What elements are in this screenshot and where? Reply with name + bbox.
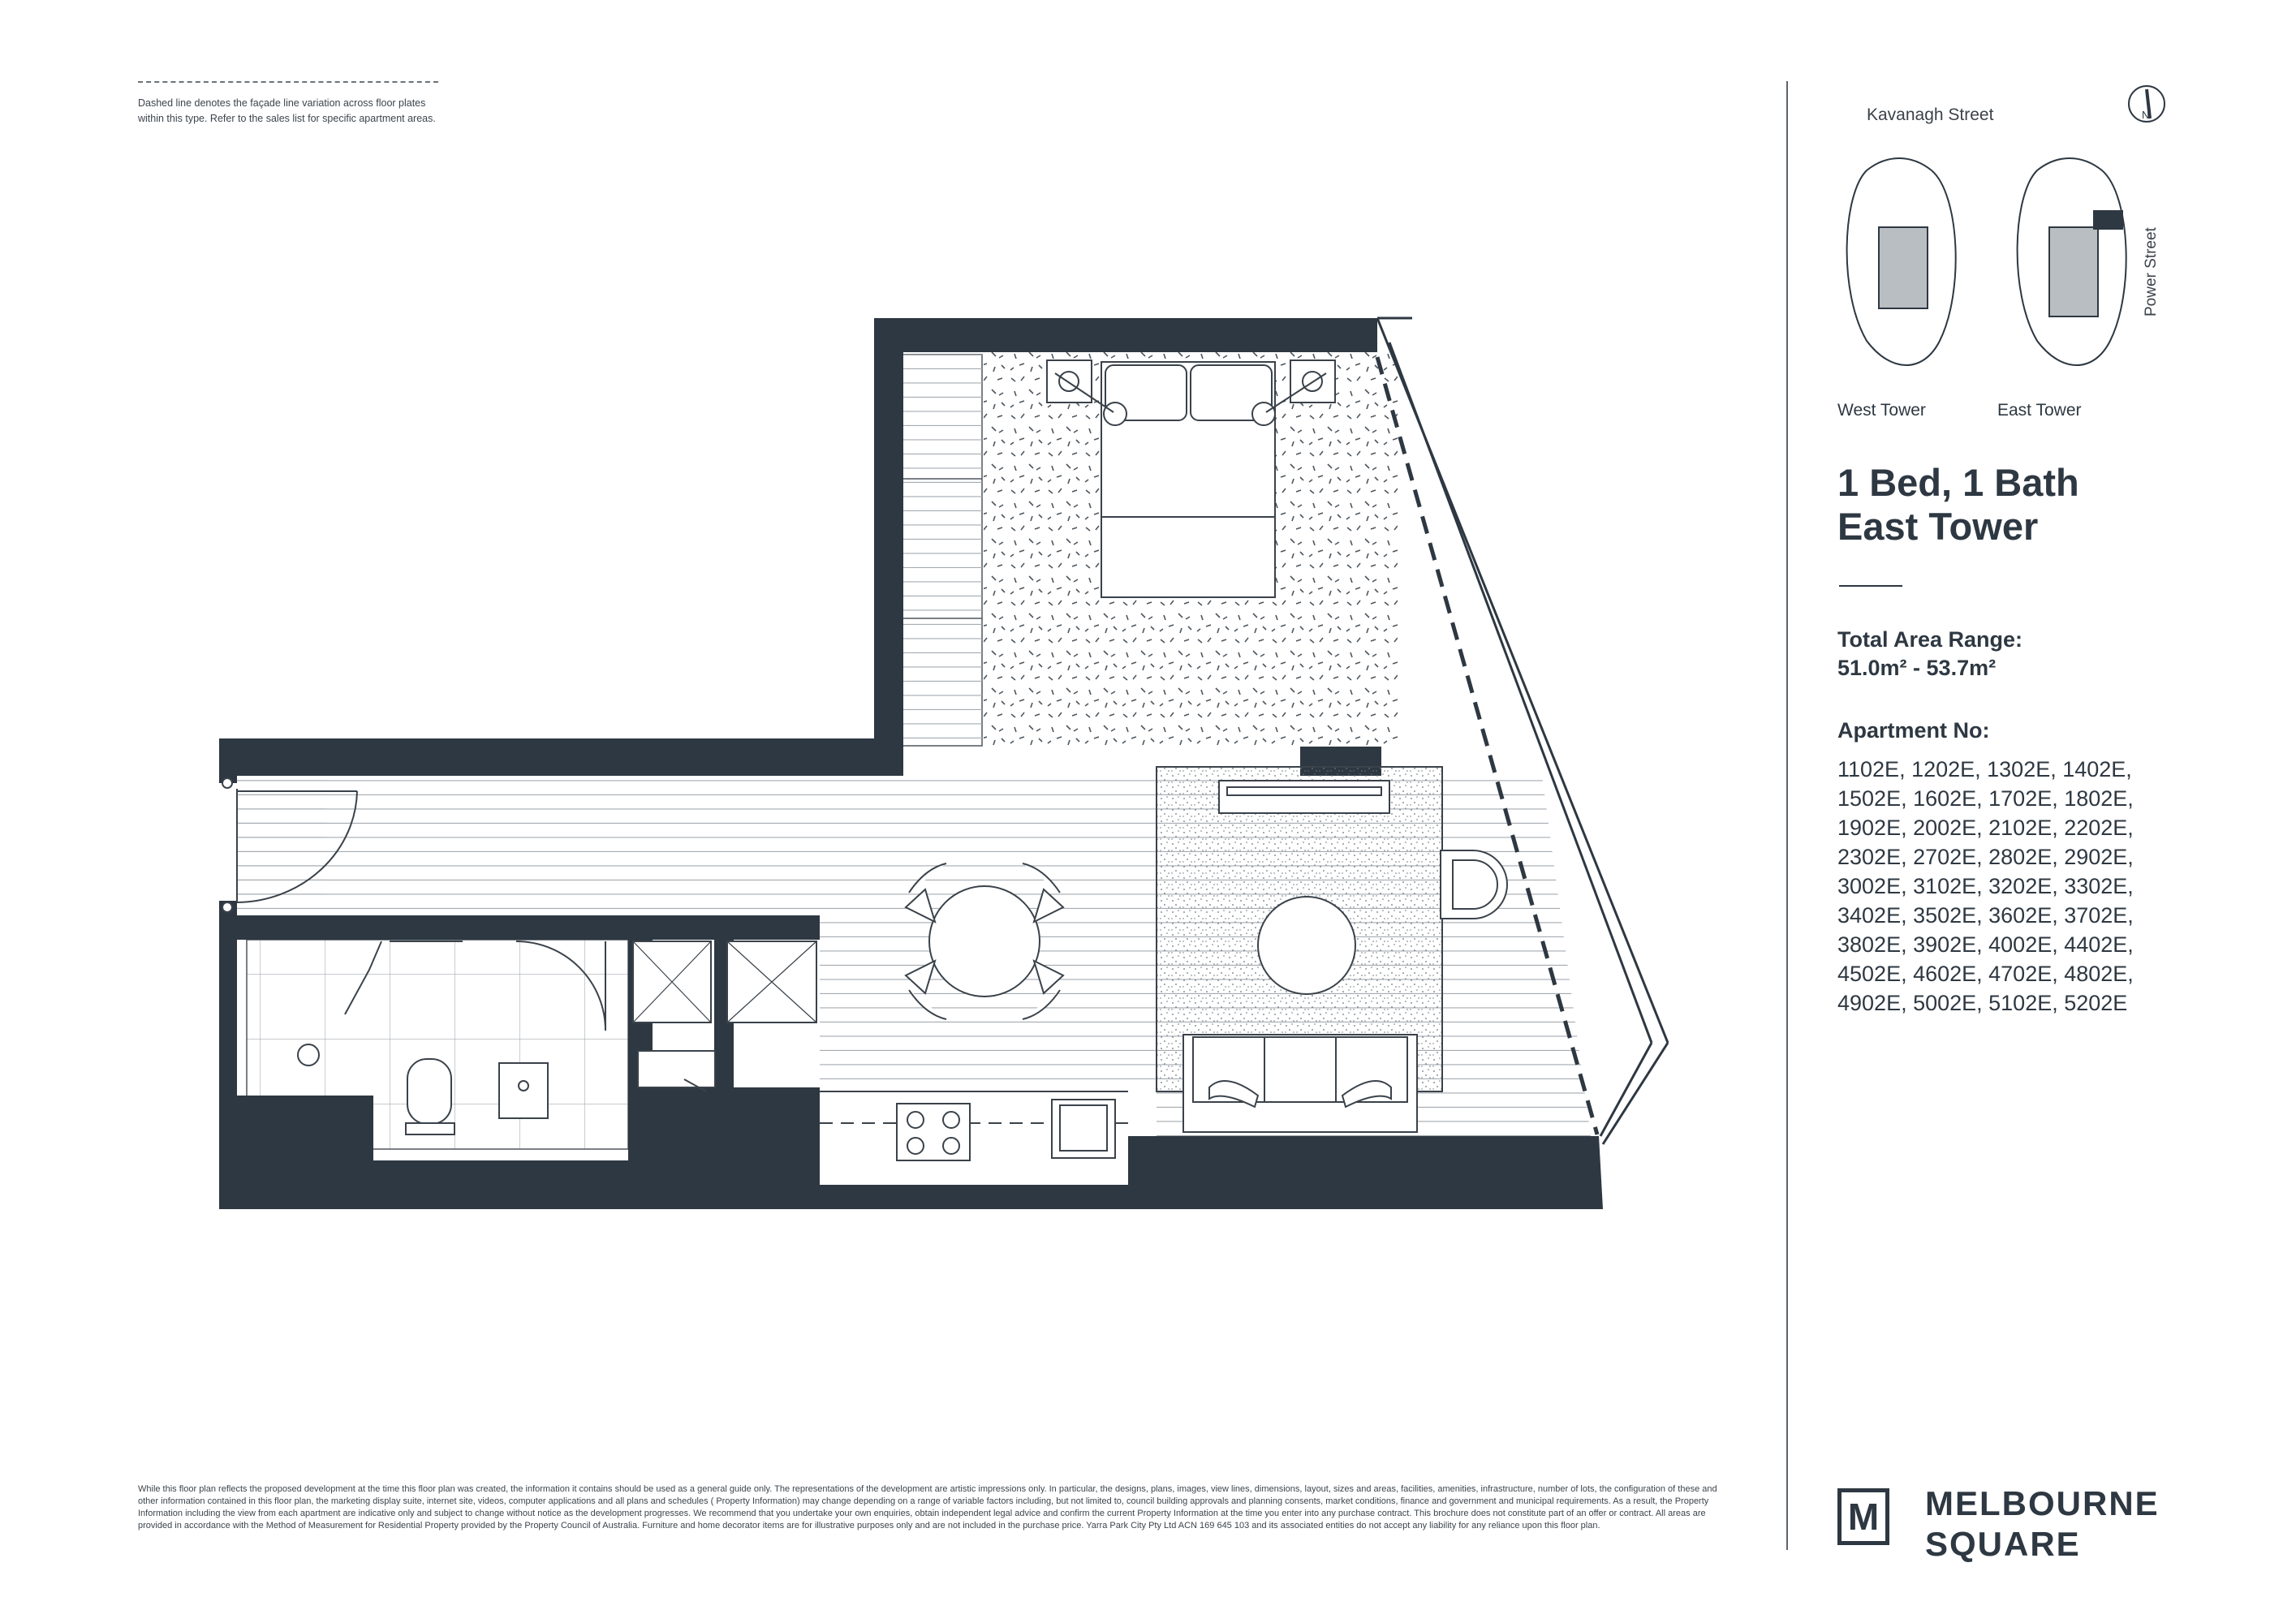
apartment-numbers: 1102E, 1202E, 1302E, 1402E, 1502E, 1602E, 1702E, 1802E, 1902E, 2002E, 2102E, 2202E, 2302E, 2702E, 2802E, 2902E, 3002E, 3102E, 3202E, 3302E, 3402E, 3502E, 3602E, 3702E, 3802E, 3902E, 4002E, 4402E, 4502E, 4602E, 4702E, 4802E, 4902E, 5002E, 5102E, 5202E <box>1837 757 2134 1015</box>
street-label-kavanagh: Kavanagh Street <box>1867 105 1994 124</box>
disclaimer: While this floor plan reflects the proposed development at the time this floor plan was created, the information it contains should be used as a general guide only. The representations of the development are artistic impressions only. In particular, the designs, plans, images, view lines, dimensions, layout, sizes and areas, facilities, amenities, infrastructure, number of lots, the configuration of these and other information contained in this floor plan, the marketing display suite, internet site, videos, computer applications and all plans and schedules ( Property Information) may change depending on a range of variable factors including, but not limited to, council building approvals and planning consents, market conditions, finance and government and municipal requirements. As a result, the Property Information including the view from each apartment are indicative only and subject to change without notice as the development progresses. We recommend that you undertake your own enquiries, obtain independent legal advice and confirm the current Property Information at the time you enter into any purchase contract. This brochure does not constitute part of an offer or contract. All areas are provided in accordance with the Method of Measurement for Residential Property provided by the Property Council of Australia. Furniture and home decorator items are for illustrative purposes only and are not included in the purchase price. Yarra Park City Pty Ltd ACN 169 645 103 and its associated entities do not accept any liability for any reliance upon this floor plan. <box>138 1484 1717 1530</box>
wardrobe <box>902 355 982 746</box>
facade-note: Dashed line denotes the façade line variation across floor plates within this type. Refer to the sales list for specific apartment areas. <box>138 97 436 124</box>
key-plan <box>1818 81 2175 406</box>
coffee-table <box>1258 897 1355 994</box>
area-label: Total Area Range: <box>1837 627 2023 652</box>
tv-unit <box>1219 781 1389 813</box>
area-value: 51.0m² - 53.7m² <box>1837 656 1997 680</box>
unit-title-line1: 1 Bed, 1 Bath <box>1837 461 2079 504</box>
logo-mark: M <box>1837 1488 1889 1545</box>
entry-floor <box>237 776 326 906</box>
unit-title-line2: East Tower <box>1837 505 2039 548</box>
west-tower-outline <box>1847 158 1956 365</box>
armchair <box>1441 850 1507 919</box>
north-label: N <box>2142 109 2150 121</box>
west-tower-label: West Tower <box>1837 401 1926 420</box>
unit-title <box>1837 461 2079 549</box>
apartment-label: Apartment No: <box>1837 718 1990 743</box>
street-label-power: Power Street <box>2143 227 2160 316</box>
title-rule <box>1839 585 1902 587</box>
east-tower-label: East Tower <box>1997 401 2082 420</box>
sofa <box>1183 1035 1417 1132</box>
panel-divider <box>1786 81 1788 1550</box>
logo-wordmark <box>1925 1483 2160 1565</box>
east-tower-outline <box>2018 158 2126 365</box>
logo-line2: SQUARE <box>1925 1525 2081 1563</box>
logo-line1: MELBOURNE <box>1925 1484 2160 1522</box>
